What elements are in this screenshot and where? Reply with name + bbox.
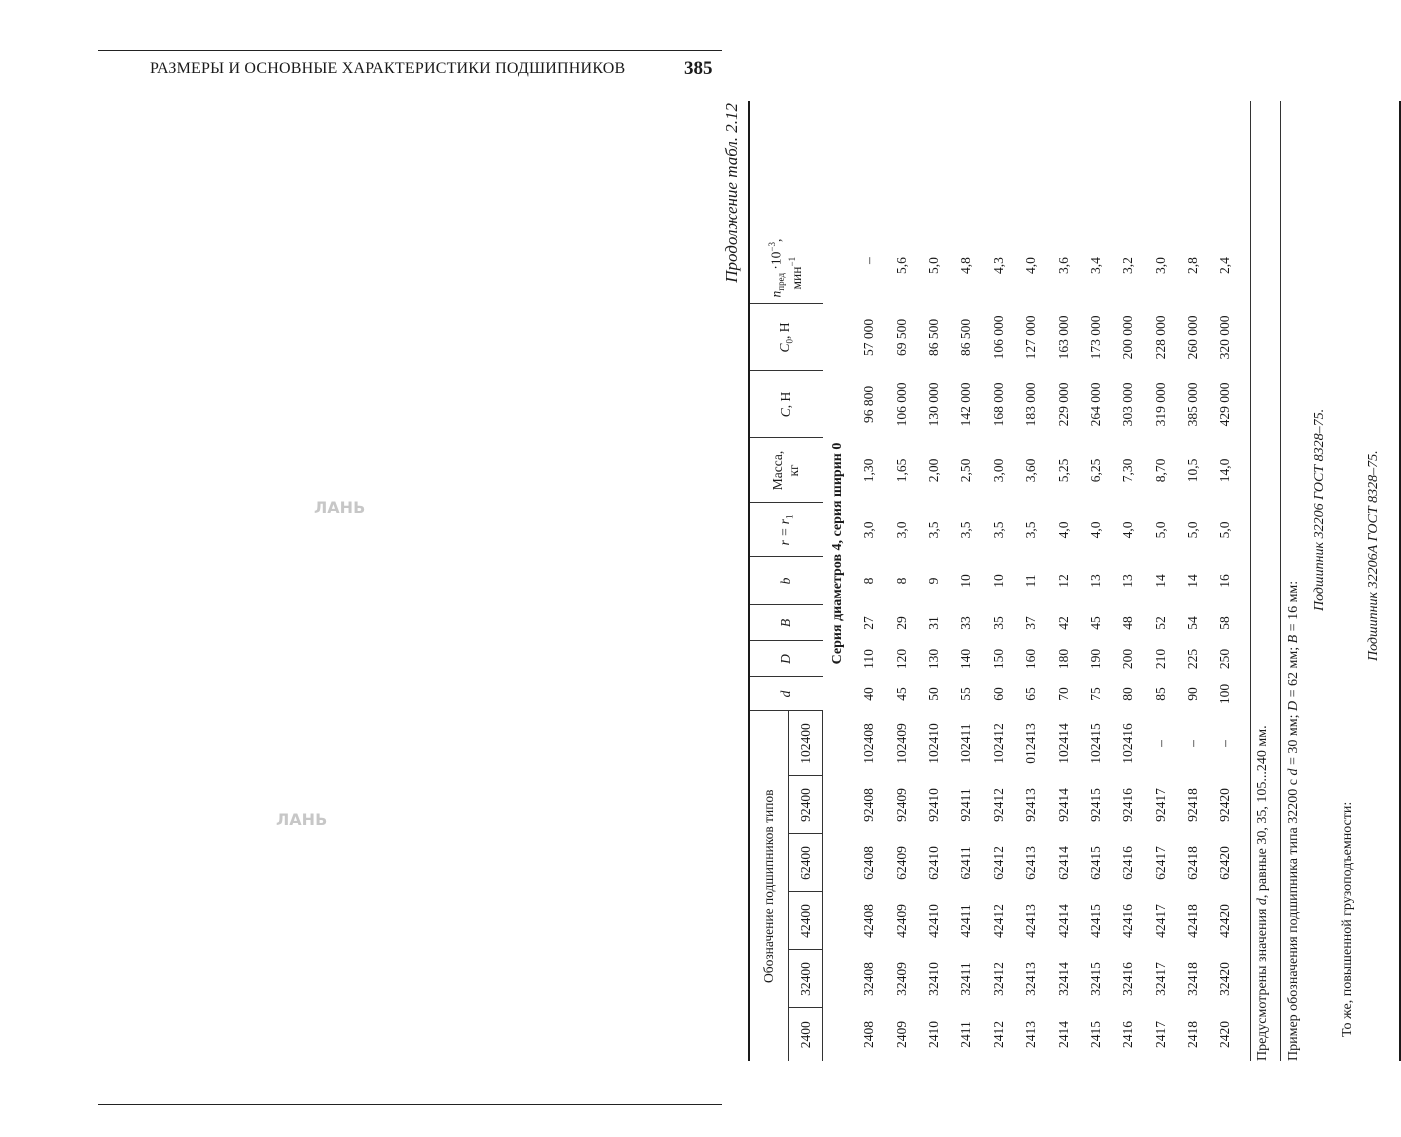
table-cell: 4,3 xyxy=(990,257,1006,274)
table-cell: 3,6 xyxy=(1055,257,1071,274)
table-cell: 42415 xyxy=(1087,904,1103,938)
table-cell: 2418 xyxy=(1185,1021,1201,1048)
table-cell: 2415 xyxy=(1087,1021,1103,1048)
table-cell: 92409 xyxy=(893,788,909,822)
type-col-header: 2400 xyxy=(789,1008,823,1061)
table-cell: 173 000 xyxy=(1087,315,1103,360)
table-cell: 32415 xyxy=(1087,962,1103,996)
table-cell: 42414 xyxy=(1055,904,1071,938)
table-cell: 2,50 xyxy=(958,458,974,483)
table-cell: 92418 xyxy=(1185,788,1201,822)
table-cell: 12 xyxy=(1055,574,1071,588)
table-cell: 31 xyxy=(925,616,941,630)
table-cell: 183 000 xyxy=(1023,382,1039,427)
table-cell: 62410 xyxy=(925,846,941,880)
table-cell: 92413 xyxy=(1023,788,1039,822)
table-cell: 32409 xyxy=(893,962,909,996)
table-cell: 32410 xyxy=(925,962,941,996)
page-number: 385 xyxy=(684,58,713,79)
table-cell: 102409 xyxy=(893,723,909,764)
note-example-designation: Подшипник 32206 ГОСТ 8328–75. xyxy=(1312,408,1327,611)
table-cell: 50 xyxy=(925,687,941,701)
table-cell: 429 000 xyxy=(1217,382,1233,427)
notes-rule xyxy=(1280,101,1281,1061)
table-cell: 320 000 xyxy=(1217,315,1233,360)
table-cell: 42411 xyxy=(958,904,974,938)
table-cell: 1,65 xyxy=(893,458,909,483)
table-cell: 2414 xyxy=(1055,1021,1071,1048)
table-cell: 106 000 xyxy=(990,315,1006,360)
table-cell: 100 xyxy=(1217,683,1233,705)
table-cell: 65 xyxy=(1023,687,1039,701)
table-row xyxy=(1080,46,1112,1061)
table-cell: 012413 xyxy=(1023,723,1039,764)
table-row xyxy=(983,46,1015,1061)
table-cell: 92415 xyxy=(1087,788,1103,822)
table-cell: 42 xyxy=(1055,616,1071,630)
col-header-mass: Масса, кг xyxy=(750,438,823,503)
table-cell: – xyxy=(1152,740,1168,747)
table-cell: 2410 xyxy=(925,1021,941,1048)
type-col-header: 92400 xyxy=(789,776,823,834)
table-cell: 92414 xyxy=(1055,788,1071,822)
table-bottom-rule xyxy=(1250,101,1251,1061)
col-header-C: C, Н xyxy=(750,371,823,438)
table-cell: 102408 xyxy=(861,723,877,764)
table-cell: 10 xyxy=(958,574,974,588)
table-cell: 16 xyxy=(1217,574,1233,588)
table-cell: 102411 xyxy=(958,723,974,764)
col-header-B: B xyxy=(750,605,823,641)
table-cell: 62416 xyxy=(1120,846,1136,880)
table-cell: 106 000 xyxy=(893,382,909,427)
running-header-title: РАЗМЕРЫ И ОСНОВНЫЕ ХАРАКТЕРИСТИКИ ПОДШИПНИКОВ xyxy=(150,60,626,77)
header-rule xyxy=(98,50,722,51)
table-row xyxy=(1145,46,1177,1061)
table-cell: 48 xyxy=(1120,616,1136,630)
table-cell: 9 xyxy=(925,577,941,585)
table-cell: 42409 xyxy=(893,904,909,938)
col-header-b: b xyxy=(750,557,823,605)
table-cell: 54 xyxy=(1185,616,1201,630)
table-cell: – xyxy=(1185,740,1201,747)
header-row-1 xyxy=(750,46,789,1061)
table-cell: 13 xyxy=(1087,574,1103,588)
table-cell: 210 xyxy=(1152,648,1168,670)
table-cell: 60 xyxy=(990,687,1006,701)
table-cell: 4,8 xyxy=(958,257,974,274)
table-cell: 96 800 xyxy=(861,385,877,424)
table-cell: 1,30 xyxy=(861,458,877,483)
table-cell: 228 000 xyxy=(1152,315,1168,360)
table-row xyxy=(1209,46,1241,1061)
table-cell: 32411 xyxy=(958,962,974,996)
type-col-header: 42400 xyxy=(789,892,823,950)
table-cell: 7,30 xyxy=(1120,458,1136,483)
table-cell: 14 xyxy=(1185,574,1201,588)
table-cell: 58 xyxy=(1217,616,1233,630)
table-cell: 14 xyxy=(1152,574,1168,588)
footer-rule xyxy=(98,1104,722,1105)
table-cell: 35 xyxy=(990,616,1006,630)
table-cell: 62417 xyxy=(1152,846,1168,880)
table-cell: 5,0 xyxy=(925,257,941,274)
table-cell: 3,0 xyxy=(1152,257,1168,274)
table-cell: 2,00 xyxy=(925,458,941,483)
table-cell: 14,0 xyxy=(1217,458,1233,483)
table-cell: 200 xyxy=(1120,648,1136,670)
table-cell: 3,5 xyxy=(1023,521,1039,539)
table-cell: 2417 xyxy=(1152,1021,1168,1048)
table-cell: 102412 xyxy=(990,723,1006,764)
table-cell: 163 000 xyxy=(1055,315,1071,360)
table-cell: 42412 xyxy=(990,904,1006,938)
table-cell: 32416 xyxy=(1120,962,1136,996)
table-cell: 120 xyxy=(893,648,909,670)
note-same-increased: То же, повышенной грузоподъемности: xyxy=(1340,801,1355,1037)
table-cell: 2416 xyxy=(1120,1021,1136,1048)
table-cell: 303 000 xyxy=(1120,382,1136,427)
table-cell: 42413 xyxy=(1023,904,1039,938)
table-cell: 70 xyxy=(1055,687,1071,701)
table-cell: 32418 xyxy=(1185,962,1201,996)
table-cell: 32412 xyxy=(990,962,1006,996)
series-row xyxy=(823,46,854,1061)
type-col-header: 32400 xyxy=(789,950,823,1008)
table-cell: 57 000 xyxy=(861,318,877,357)
table-row xyxy=(1047,46,1079,1061)
table-cell: 8,70 xyxy=(1152,458,1168,483)
table-cell: 75 xyxy=(1087,687,1103,701)
table-row xyxy=(853,46,885,1061)
group-header: Обозначение подшипников типов xyxy=(761,789,776,984)
table-cell: 3,5 xyxy=(990,521,1006,539)
table-cell: 3,4 xyxy=(1087,257,1103,274)
table-cell: 168 000 xyxy=(990,382,1006,427)
type-col-header: 102400 xyxy=(789,711,823,776)
table-cell: 10,5 xyxy=(1185,458,1201,483)
table-cell: 10 xyxy=(990,574,1006,588)
table-cell: 27 xyxy=(861,616,877,630)
col-header-r: $r = r_1$ xyxy=(750,503,823,557)
table-cell: 86 500 xyxy=(925,318,941,357)
table-cell: 62414 xyxy=(1055,846,1071,880)
note-example-intro: Пример обозначения подшипника типа 32200 с d = 30 мм; D = 62 мм; B = 16 мм: xyxy=(1286,580,1301,1061)
table-cell: 42416 xyxy=(1120,904,1136,938)
col-header-n: $n_{пред} \cdot 10^{-3}$, мин$^{-1}$ xyxy=(750,46,823,304)
table-cell: 52 xyxy=(1152,616,1168,630)
table-cell: 80 xyxy=(1120,687,1136,701)
continuation-title: Продолжение табл. 2.12 xyxy=(722,103,741,283)
table-cell: 42420 xyxy=(1217,904,1233,938)
table-row xyxy=(1015,46,1047,1061)
table-cell: 250 xyxy=(1217,648,1233,670)
table-cell: 85 xyxy=(1152,687,1168,701)
table-cell: 102414 xyxy=(1055,723,1071,764)
table-cell: 127 000 xyxy=(1023,315,1039,360)
table-cell: 42410 xyxy=(925,904,941,938)
table-cell: 110 xyxy=(861,649,877,669)
table-cell: 319 000 xyxy=(1152,382,1168,427)
table-cell: 102410 xyxy=(925,723,941,764)
table-cell: 130 000 xyxy=(925,382,941,427)
col-header-d: d xyxy=(750,677,823,711)
table-cell: 32413 xyxy=(1023,962,1039,996)
series-label: Серия диаметров 4, серия ширин 0 xyxy=(830,442,845,665)
table-cell: 3,60 xyxy=(1023,458,1039,483)
table-cell: 62420 xyxy=(1217,846,1233,880)
table-cell: 2411 xyxy=(958,1021,974,1048)
table-cell: 40 xyxy=(861,687,877,701)
table-cell: 33 xyxy=(958,616,974,630)
table-cell: 130 xyxy=(925,648,941,670)
col-header-C0: $C_0$, Н xyxy=(750,304,823,371)
table-cell: 190 xyxy=(1087,648,1103,670)
table-cell: 8 xyxy=(861,577,877,585)
table-cell: 180 xyxy=(1055,648,1071,670)
table-cell: 385 000 xyxy=(1185,382,1201,427)
type-col-header: 62400 xyxy=(789,834,823,892)
table-cell: 5,0 xyxy=(1185,521,1201,539)
table-row xyxy=(885,46,917,1061)
publisher-watermark: ЛАНЬ xyxy=(276,810,328,829)
table-cell: 5,25 xyxy=(1055,458,1071,483)
table-cell: 92412 xyxy=(990,788,1006,822)
note-increased-designation: Подшипник 32206А ГОСТ 8328–75. xyxy=(1366,450,1381,661)
table-cell: 92417 xyxy=(1152,788,1168,822)
table-cell: 4,0 xyxy=(1120,521,1136,539)
table-cell: 13 xyxy=(1120,574,1136,588)
table-cell: 2409 xyxy=(893,1021,909,1048)
table-cell: 160 xyxy=(1023,648,1039,670)
table-cell: 11 xyxy=(1023,574,1039,588)
table-cell: 3,2 xyxy=(1120,257,1136,274)
table-cell: 3,0 xyxy=(893,521,909,539)
rotated-table-area xyxy=(722,101,1381,1061)
table-cell: 62413 xyxy=(1023,846,1039,880)
table-cell: 2413 xyxy=(1023,1021,1039,1048)
table-cell: 3,5 xyxy=(925,521,941,539)
table-cell: 4,0 xyxy=(1023,257,1039,274)
table-cell: 4,0 xyxy=(1087,521,1103,539)
publisher-watermark: ЛАНЬ xyxy=(314,498,366,517)
table-cell: 3,00 xyxy=(990,458,1006,483)
table-cell: 62415 xyxy=(1087,846,1103,880)
table-cell: – xyxy=(1217,740,1233,747)
table-cell: 102416 xyxy=(1120,723,1136,764)
table-cell: 42418 xyxy=(1185,904,1201,938)
col-header-D: D xyxy=(750,641,823,677)
table-cell: 32417 xyxy=(1152,962,1168,996)
table-cell: 260 000 xyxy=(1185,315,1201,360)
table-cell: 92408 xyxy=(861,788,877,822)
table-cell: 140 xyxy=(958,648,974,670)
table-cell: 32414 xyxy=(1055,962,1071,996)
table-cell: 2408 xyxy=(861,1021,877,1048)
table-cell: 55 xyxy=(958,687,974,701)
table-cell: 229 000 xyxy=(1055,382,1071,427)
table-cell: 3,5 xyxy=(958,521,974,539)
table-cell: 102415 xyxy=(1087,723,1103,764)
table-cell: 2,8 xyxy=(1185,257,1201,274)
table-cell: 62408 xyxy=(861,846,877,880)
table-cell: 42408 xyxy=(861,904,877,938)
table-cell: 62411 xyxy=(958,846,974,880)
table-cell: 200 000 xyxy=(1120,315,1136,360)
table-row xyxy=(1112,46,1144,1061)
table-cell: 92411 xyxy=(958,788,974,822)
table-cell: 8 xyxy=(893,577,909,585)
table-row xyxy=(918,46,950,1061)
table-cell: 2412 xyxy=(990,1021,1006,1048)
table-cell: 5,6 xyxy=(893,257,909,274)
table-cell: 62409 xyxy=(893,846,909,880)
table-cell: 45 xyxy=(893,687,909,701)
table-cell: 45 xyxy=(1087,616,1103,630)
table-cell: 150 xyxy=(990,648,1006,670)
table-cell: 5,0 xyxy=(1152,521,1168,539)
table-cell: 62418 xyxy=(1185,846,1201,880)
table-cell: 37 xyxy=(1023,616,1039,630)
table-cell: – xyxy=(861,257,877,264)
table-cell: 3,0 xyxy=(861,521,877,539)
table-cell: 32420 xyxy=(1217,962,1233,996)
table-row xyxy=(950,46,982,1061)
table-cell: 5,0 xyxy=(1217,521,1233,539)
table-cell: 2420 xyxy=(1217,1021,1233,1048)
table-cell: 42417 xyxy=(1152,904,1168,938)
table-row xyxy=(1177,46,1209,1061)
table-cell: 4,0 xyxy=(1055,521,1071,539)
table-cell: 69 500 xyxy=(893,318,909,357)
table-cell: 264 000 xyxy=(1087,382,1103,427)
table-cell: 32408 xyxy=(861,962,877,996)
note-provided-values: Предусмотрены значения d, равные 30, 35, 105...240 мм. xyxy=(1255,725,1270,1061)
table-cell: 62412 xyxy=(990,846,1006,880)
table-cell: 92416 xyxy=(1120,788,1136,822)
table-cell: 86 500 xyxy=(958,318,974,357)
table-cell: 225 xyxy=(1185,648,1201,670)
bearing-table xyxy=(750,46,1242,1061)
table-cell: 90 xyxy=(1185,687,1201,701)
table-cell: 6,25 xyxy=(1087,458,1103,483)
table-cell: 142 000 xyxy=(958,382,974,427)
table-cell: 92420 xyxy=(1217,788,1233,822)
table-cell: 29 xyxy=(893,616,909,630)
table-cell: 2,4 xyxy=(1217,257,1233,274)
table-body xyxy=(853,46,1242,1061)
table-cell: 92410 xyxy=(925,788,941,822)
